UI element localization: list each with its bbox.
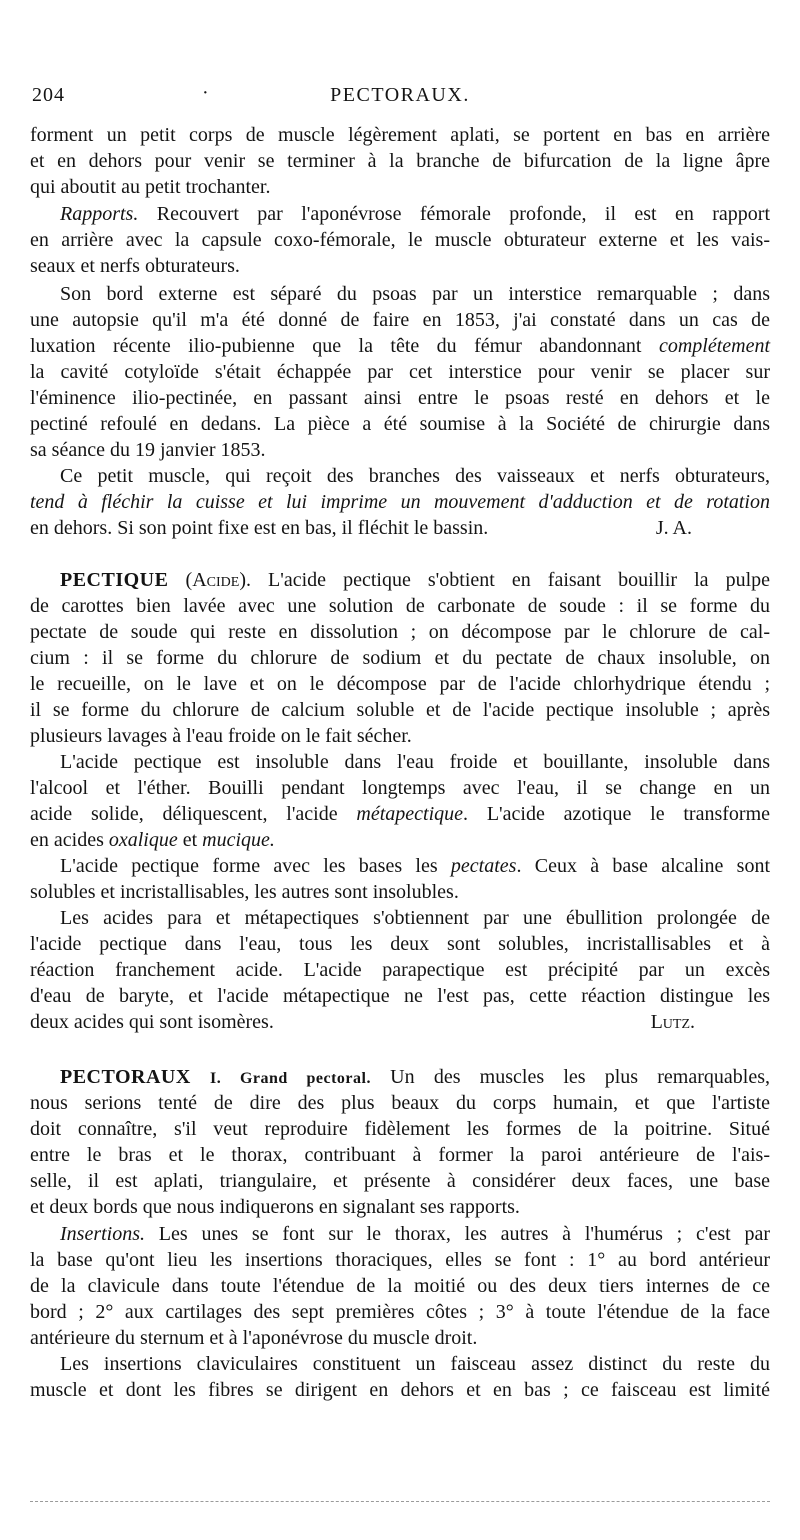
header-dot: ·	[202, 82, 210, 104]
text-line: l'éminence ilio-pectinée, en passant ainsi entre le psoas resté en dehors et le	[30, 387, 770, 409]
text-line: pectiné refoulé en dedans. La pièce a été soumise à la Société de chirurgie dans	[30, 413, 770, 435]
text-line	[30, 1009, 770, 1035]
pectique-headword: PECTIQUE	[60, 569, 169, 591]
text-line: il se forme du chlorure de calcium soluble et de l'acide pectique insoluble ; après	[30, 699, 770, 721]
text-fragment: luxation récente ilio-pubienne que la tête du fémur abandonnant	[30, 335, 642, 357]
text-line: nous serions tenté de dire des plus beaux du corps humain, et que l'artiste	[30, 1092, 770, 1114]
text-line: sa séance du 19 janvier 1853.	[30, 439, 266, 461]
text-fragment: acide solide, déliquescent, l'acide	[30, 803, 338, 825]
text-line	[30, 801, 770, 827]
text-fragment: deux acides qui sont isomères.	[30, 1011, 274, 1033]
signature-lutz: Lutz.	[650, 1011, 695, 1033]
text-fragment: . Ceux à base alcaline sont	[516, 855, 771, 877]
text-line: l'alcool et l'éther. Bouilli pendant longtemps avec l'eau, il se change en un	[30, 777, 770, 799]
text-line: tend à fléchir la cuisse et lui imprime un mouvement d'adduction et de rotation	[30, 491, 770, 513]
text-fragment: en dehors. Si son point fixe est en bas, il fléchit le bassin.	[30, 517, 489, 539]
pectates-word: pectates	[450, 855, 517, 877]
text-line: et en dehors pour venir se terminer à la branche de bifurcation de la ligne âpre	[30, 150, 770, 172]
text-fragment: Un des muscles les plus remarquables,	[390, 1066, 770, 1088]
text-fragment: L'acide pectique forme avec les bases les	[60, 855, 438, 877]
text-line: en arrière avec la capsule coxo-fémorale, le muscle obturateur externe et les vais-	[30, 229, 770, 251]
oxalique-word: oxalique	[108, 829, 178, 851]
text-line: Ce petit muscle, qui reçoit des branches des vaisseaux et nerfs obturateurs,	[60, 465, 770, 487]
text-line: pectate de soude qui reste en dissolution ; on décompose par le chlorure de cal-	[30, 621, 770, 643]
text-line	[30, 333, 770, 359]
text-line: seaux et nerfs obturateurs.	[30, 255, 240, 277]
text-fragment: L'acide pectique s'obtient en faisant bouillir la pulpe	[268, 569, 771, 591]
text-fragment: Les unes se font sur le thorax, les autres à l'humérus ; c'est par	[158, 1223, 770, 1245]
text-line: entre le bras et le thorax, contribuant à former la paroi antérieure de l'ais-	[30, 1144, 770, 1166]
text-line: bord ; 2° aux cartilages des sept premières côtes ; 3° à toute l'étendue de la face	[30, 1301, 770, 1323]
text-line: Les insertions claviculaires constituent un faisceau assez distinct du reste du	[60, 1353, 770, 1375]
text-line: Les acides para et métapectiques s'obtiennent par une ébullition prolongée de	[60, 907, 770, 929]
text-line: forment un petit corps de muscle légèrement aplati, se portent en bas en arrière	[30, 124, 770, 146]
text-line: Son bord externe est séparé du psoas par un interstice remarquable ; dans	[60, 283, 770, 305]
text-line: cium : il se forme du chlorure de sodium et du pectate de chaux insoluble, on	[30, 647, 770, 669]
text-line: qui aboutit au petit trochanter.	[30, 176, 271, 198]
page-number: 204	[32, 84, 65, 106]
text-line: solubles et incristallisables, les autres sont insolubles.	[30, 881, 459, 903]
text-line: antérieure du sternum et à l'aponévrose du muscle droit.	[30, 1327, 478, 1349]
text-line: réaction franchement acide. L'acide parapectique est précipité par un excès	[30, 959, 770, 981]
rapports-label: Rapports.	[60, 203, 139, 225]
text-line: L'acide pectique est insoluble dans l'eau froide et bouillante, insoluble dans	[60, 751, 770, 773]
text-line: de la clavicule dans toute l'étendue de la moitié ou des deux tiers internes de ce	[30, 1275, 770, 1297]
metapectique-word: métapectique	[356, 803, 464, 825]
text-fragment: . L'acide azotique le transforme	[463, 803, 770, 825]
acide-label: Acide	[192, 569, 240, 591]
text-line: une autopsie qu'il m'a été donné de faire en 1853, j'ai constaté dans un cas de	[30, 309, 770, 331]
insertions-label: Insertions.	[60, 1223, 145, 1245]
text-line: la cavité cotyloïde s'était échappée par cet interstice pour venir se placer sur	[30, 361, 770, 383]
text-line: doit connaître, s'il veut reproduire fidèlement les formes de la poitrine. Situé	[30, 1118, 770, 1140]
text-line	[30, 853, 770, 879]
text-line	[30, 827, 770, 853]
text-line: selle, il est aplati, triangulaire, et présente à considérer deux faces, une base	[30, 1170, 770, 1192]
text-line: plusieurs lavages à l'eau froide on le fait sécher.	[30, 725, 412, 747]
running-header	[30, 84, 770, 112]
running-title: PECTORAUX.	[330, 84, 470, 106]
text-line: muscle et dont les fibres se dirigent en dehors et en bas ; ce faisceau est limité	[30, 1379, 770, 1401]
text-line	[30, 515, 770, 541]
text-line: la base qu'ont lieu les insertions thoraciques, elles se font : 1° au bord antérieur	[30, 1249, 770, 1271]
completement-word: complétement	[658, 335, 771, 357]
text-line	[30, 1221, 770, 1247]
bottom-dashed-rule	[30, 1501, 770, 1504]
text-line: et deux bords que nous indiquerons en signalant ses rapports.	[30, 1196, 520, 1218]
text-fragment: Recouvert par l'aponévrose fémorale profonde, il est en rapport	[156, 203, 770, 225]
text-line: le recueille, on le lave et on le décompose par de l'acide chlorhydrique étendu ;	[30, 673, 770, 695]
mucique-word: mucique.	[202, 829, 275, 851]
text-line: PECTIQUE (Acide). L'acide pectique s'obtient en faisant bouillir la pulpe	[60, 569, 771, 591]
text-fragment: et	[182, 829, 198, 851]
text-fragment: en acides	[30, 829, 104, 851]
text-line	[30, 1064, 770, 1090]
text-line: de carottes bien lavée avec une solution de carbonate de soude : il se forme du	[30, 595, 770, 617]
text-line: d'eau de baryte, et l'acide métapectique ne l'est pas, cette réaction distingue les	[30, 985, 770, 1007]
text-line	[30, 201, 770, 227]
text-line: l'acide pectique dans l'eau, tous les deux sont solubles, incristallisables et à	[30, 933, 770, 955]
signature-ja: J. A.	[655, 517, 692, 539]
grand-pectoral-subhead: I. Grand pectoral.	[210, 1070, 371, 1087]
pectoraux-headword: PECTORAUX	[60, 1066, 191, 1088]
